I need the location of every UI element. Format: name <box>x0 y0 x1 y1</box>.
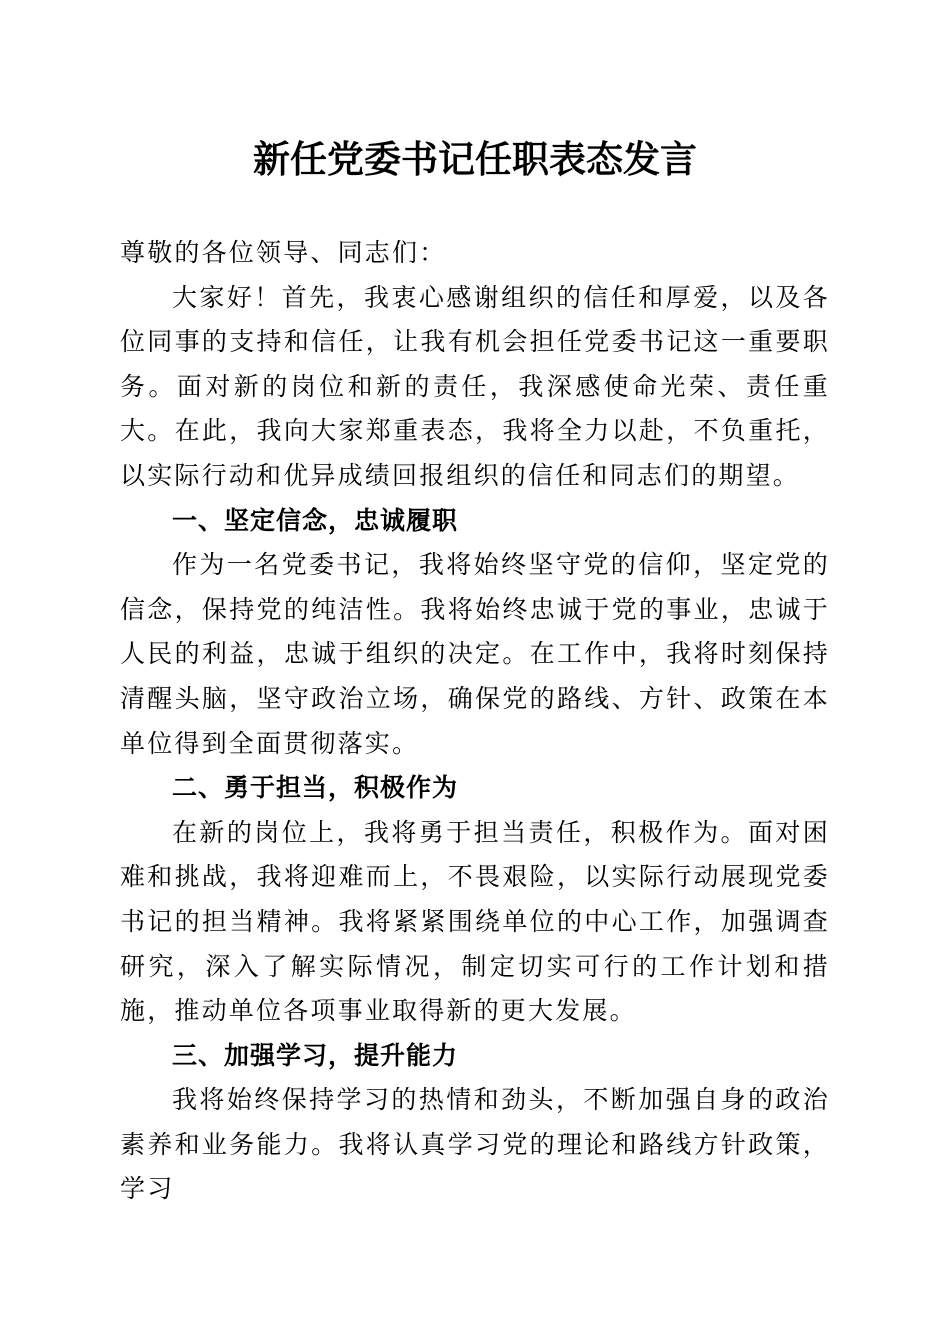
salutation: 尊敬的各位领导、同志们： <box>120 238 447 267</box>
section-heading-2: 二、勇于担当，积极作为 <box>172 773 459 803</box>
document-body <box>120 231 830 1212</box>
section-paragraph-2: 在新的岗位上，我将勇于担当责任，积极作为。面对困难和挑战，我将迎难而上，不畏艰险，以实际行动展现党委书记的担当精神。我将紧紧围绕单位的中心工作，加强调查研究，深入了解实际情况，制定切实可行的工作计划和措施，推动单位各项事业取得新的更大发展。 <box>120 817 830 1026</box>
document-title: 新任党委书记任职表态发言 <box>253 137 697 181</box>
section-paragraph-1: 作为一名党委书记，我将始终坚守党的信仰，坚定党的信念，保持党的纯洁性。我将始终忠诚于党的事业，忠诚于人民的利益，忠诚于组织的决定。在工作中，我将时刻保持清醒头脑，坚守政治立场，确保党的路线、方针、政策在本单位得到全面贯彻落实。 <box>120 550 830 758</box>
section-heading-3: 三、加强学习，提升能力 <box>172 1040 459 1070</box>
section-paragraph-3: 我将始终保持学习的热情和劲头，不断加强自身的政治素养和业务能力。我将认真学习党的理论和路线方针政策，学习 <box>120 1085 830 1204</box>
intro-paragraph: 大家好！首先，我衷心感谢组织的信任和厚爱，以及各位同事的支持和信任，让我有机会担任党委书记这一重要职务。面对新的岗位和新的责任，我深感使命光荣、责任重大。在此，我向大家郑重表态，我将全力以赴，不负重托，以实际行动和优异成绩回报组织的信任和同志们的期望。 <box>120 282 830 490</box>
section-heading-1: 一、坚定信念，忠诚履职 <box>172 505 459 535</box>
